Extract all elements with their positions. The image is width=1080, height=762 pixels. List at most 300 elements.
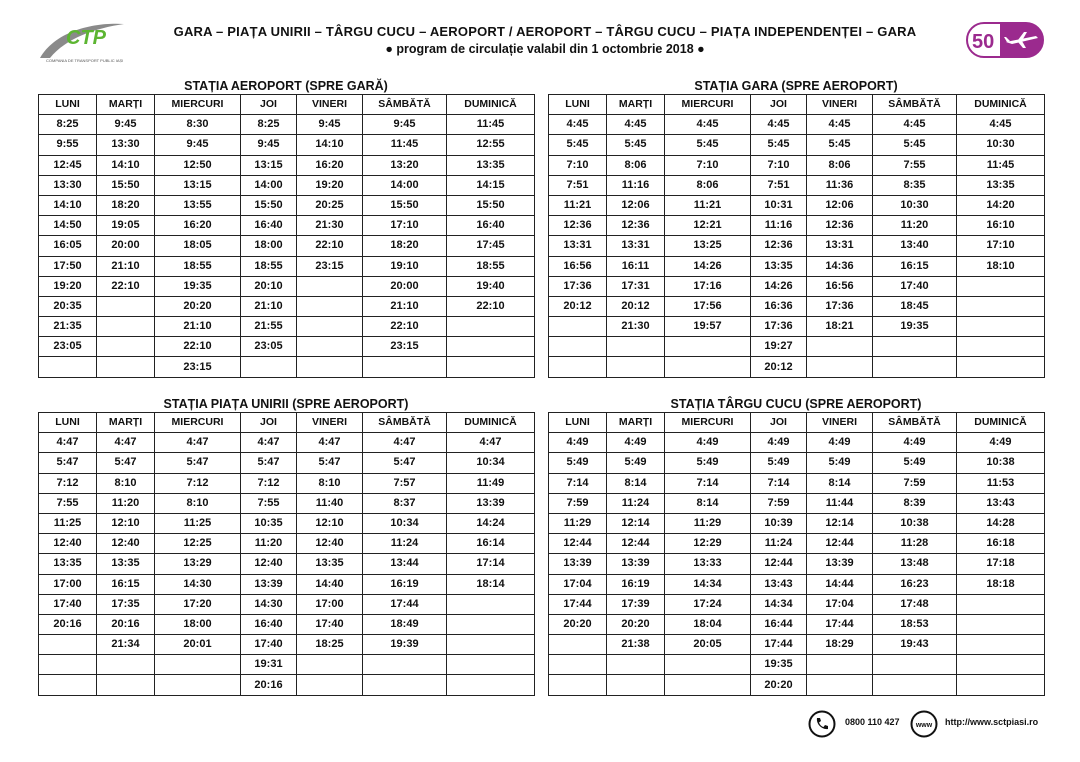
departure-time: 11:29 <box>665 513 751 533</box>
departure-time: 22:10 <box>363 317 447 337</box>
table-row <box>39 574 535 594</box>
departure-time: 18:10 <box>957 256 1045 276</box>
departure-time: 16:40 <box>241 216 297 236</box>
departure-time: 18:05 <box>155 236 241 256</box>
table-row <box>549 614 1045 634</box>
departure-time <box>873 337 957 357</box>
departure-time: 11:45 <box>957 155 1045 175</box>
departure-time: 13:55 <box>155 195 241 215</box>
departure-time: 19:35 <box>155 276 241 296</box>
departure-time <box>97 317 155 337</box>
departure-time: 19:40 <box>447 276 535 296</box>
departure-time <box>607 675 665 695</box>
departure-time <box>607 655 665 675</box>
departure-time: 7:51 <box>549 175 607 195</box>
departure-time: 11:49 <box>447 473 535 493</box>
day-header: SÂMBĂTĂ <box>873 413 957 433</box>
departure-time: 17:10 <box>957 236 1045 256</box>
departure-time: 10:34 <box>447 453 535 473</box>
departure-time: 13:30 <box>97 135 155 155</box>
departure-time: 20:20 <box>607 614 665 634</box>
departure-time: 14:00 <box>363 175 447 195</box>
departure-time: 4:45 <box>807 115 873 135</box>
section-title: STAȚIA PIAȚA UNIRII (SPRE AEROPORT) <box>163 397 409 411</box>
departure-time <box>665 675 751 695</box>
departure-time: 20:25 <box>297 195 363 215</box>
departure-time: 11:44 <box>807 493 873 513</box>
departure-time <box>447 614 535 634</box>
table-row <box>39 453 535 473</box>
table-row <box>549 635 1045 655</box>
departure-time: 17:50 <box>39 256 97 276</box>
departure-time: 18:29 <box>807 635 873 655</box>
departure-time: 20:35 <box>39 296 97 316</box>
departure-time: 5:47 <box>241 453 297 473</box>
departure-time: 14:15 <box>447 175 535 195</box>
departure-time: 12:36 <box>751 236 807 256</box>
departure-time: 20:16 <box>97 614 155 634</box>
departure-time <box>297 655 363 675</box>
departure-time: 9:55 <box>39 135 97 155</box>
departure-time <box>607 357 665 377</box>
departure-time: 17:40 <box>39 594 97 614</box>
departure-time: 10:31 <box>751 195 807 215</box>
departure-time: 13:43 <box>957 493 1045 513</box>
departure-time: 17:40 <box>241 635 297 655</box>
departure-time: 12:45 <box>39 155 97 175</box>
departure-time: 17:31 <box>607 276 665 296</box>
day-header: MIERCURI <box>665 95 751 115</box>
departure-time: 18:25 <box>297 635 363 655</box>
day-header: SÂMBĂTĂ <box>873 95 957 115</box>
departure-time: 13:40 <box>873 236 957 256</box>
departure-time: 16:36 <box>751 296 807 316</box>
departure-time: 20:16 <box>241 675 297 695</box>
departure-time <box>39 655 97 675</box>
departure-time: 18:21 <box>807 317 873 337</box>
departure-time: 21:10 <box>97 256 155 276</box>
departure-time: 11:21 <box>549 195 607 215</box>
www-icon <box>910 710 938 738</box>
departure-time: 5:49 <box>607 453 665 473</box>
departure-time: 11:36 <box>807 175 873 195</box>
departure-time: 12:10 <box>97 513 155 533</box>
departure-time: 19:05 <box>97 216 155 236</box>
departure-time: 16:10 <box>957 216 1045 236</box>
departure-time: 20:12 <box>549 296 607 316</box>
departure-time <box>447 594 535 614</box>
departure-time <box>957 655 1045 675</box>
day-header: VINERI <box>297 95 363 115</box>
table-row <box>549 574 1045 594</box>
departure-time: 4:49 <box>957 433 1045 453</box>
departure-time: 11:20 <box>873 216 957 236</box>
departure-time: 23:05 <box>39 337 97 357</box>
departure-time: 9:45 <box>241 135 297 155</box>
phone-number[interactable]: 0800 110 427 <box>845 717 900 727</box>
departure-time: 11:24 <box>751 534 807 554</box>
departure-time: 13:35 <box>97 554 155 574</box>
departure-time: 19:27 <box>751 337 807 357</box>
departure-time: 13:35 <box>957 175 1045 195</box>
departure-time: 5:47 <box>39 453 97 473</box>
departure-time: 12:40 <box>39 534 97 554</box>
day-header: JOI <box>241 95 297 115</box>
departure-time: 17:44 <box>807 614 873 634</box>
departure-time: 12:36 <box>607 216 665 236</box>
departure-time <box>241 357 297 377</box>
departure-time <box>447 675 535 695</box>
departure-time: 7:59 <box>751 493 807 513</box>
departure-time: 7:10 <box>751 155 807 175</box>
departure-time: 15:50 <box>363 195 447 215</box>
departure-time: 13:33 <box>665 554 751 574</box>
departure-time: 14:28 <box>957 513 1045 533</box>
departure-time: 21:30 <box>607 317 665 337</box>
table-row <box>549 337 1045 357</box>
table-row <box>39 675 535 695</box>
departure-time: 17:48 <box>873 594 957 614</box>
departure-time: 13:25 <box>665 236 751 256</box>
departure-time: 10:30 <box>957 135 1045 155</box>
departure-time: 7:59 <box>873 473 957 493</box>
departure-time: 13:35 <box>39 554 97 574</box>
departure-time: 7:14 <box>751 473 807 493</box>
departure-time: 20:20 <box>155 296 241 316</box>
departure-time: 20:20 <box>751 675 807 695</box>
departure-time <box>97 675 155 695</box>
departure-time: 4:49 <box>873 433 957 453</box>
departure-time <box>447 635 535 655</box>
departure-time <box>807 357 873 377</box>
validity-subtitle: ● program de circulație valabil din 1 octombrie 2018 ● <box>385 42 705 56</box>
departure-time: 18:55 <box>155 256 241 276</box>
departure-time: 23:15 <box>363 337 447 357</box>
departure-time: 22:10 <box>297 236 363 256</box>
departure-time: 4:47 <box>97 433 155 453</box>
departure-time: 13:35 <box>751 256 807 276</box>
departure-time: 5:49 <box>665 453 751 473</box>
departure-time: 16:14 <box>447 534 535 554</box>
table-row <box>549 115 1045 135</box>
departure-time: 22:10 <box>447 296 535 316</box>
website-link[interactable]: http://www.sctpiasi.ro <box>945 717 1039 727</box>
departure-time: 7:14 <box>665 473 751 493</box>
departure-time <box>97 655 155 675</box>
departure-time: 17:00 <box>297 594 363 614</box>
departure-time: 13:44 <box>363 554 447 574</box>
departure-time <box>297 317 363 337</box>
departure-time: 12:50 <box>155 155 241 175</box>
departure-time: 20:20 <box>549 614 607 634</box>
departure-time: 14:20 <box>957 195 1045 215</box>
departure-time <box>807 337 873 357</box>
departure-time: 21:10 <box>241 296 297 316</box>
departure-time: 18:04 <box>665 614 751 634</box>
departure-time <box>957 276 1045 296</box>
phone-icon <box>808 710 836 738</box>
departure-time: 7:12 <box>241 473 297 493</box>
departure-time: 12:36 <box>549 216 607 236</box>
departure-time: 17:00 <box>39 574 97 594</box>
departure-time <box>39 357 97 377</box>
day-header: JOI <box>751 95 807 115</box>
departure-time: 20:16 <box>39 614 97 634</box>
timetable-piata-unirii <box>38 412 535 696</box>
departure-time: 17:36 <box>751 317 807 337</box>
departure-time: 17:36 <box>807 296 873 316</box>
route-title: GARA – PIAȚA UNIRII – TÂRGU CUCU – AEROPORT / AEROPORT – TÂRGU CUCU – PIAȚA INDEPENDENȚEI – GARA <box>173 24 917 39</box>
departure-time <box>549 337 607 357</box>
departure-time <box>873 675 957 695</box>
departure-time: 4:47 <box>363 433 447 453</box>
departure-time: 17:24 <box>665 594 751 614</box>
day-header: VINERI <box>807 95 873 115</box>
departure-time: 14:44 <box>807 574 873 594</box>
departure-time: 16:11 <box>607 256 665 276</box>
table-row <box>549 216 1045 236</box>
departure-time <box>155 675 241 695</box>
departure-time: 10:35 <box>241 513 297 533</box>
day-header: LUNI <box>549 95 607 115</box>
departure-time: 7:55 <box>39 493 97 513</box>
departure-time <box>97 357 155 377</box>
departure-time: 10:38 <box>957 453 1045 473</box>
departure-time <box>447 655 535 675</box>
departure-time: 5:45 <box>607 135 665 155</box>
table-row <box>549 256 1045 276</box>
departure-time: 4:47 <box>39 433 97 453</box>
departure-time <box>549 635 607 655</box>
timetable-targu-cucu <box>548 412 1045 696</box>
table-row <box>549 276 1045 296</box>
departure-time: 21:10 <box>155 317 241 337</box>
departure-time: 17:04 <box>807 594 873 614</box>
departure-time: 21:34 <box>97 635 155 655</box>
departure-time <box>39 675 97 695</box>
departure-time: 13:35 <box>447 155 535 175</box>
table-row <box>549 135 1045 155</box>
departure-time: 7:57 <box>363 473 447 493</box>
departure-time: 8:25 <box>241 115 297 135</box>
departure-time: 8:10 <box>155 493 241 513</box>
departure-time: 14:50 <box>39 216 97 236</box>
departure-time: 13:43 <box>751 574 807 594</box>
departure-time <box>363 655 447 675</box>
departure-time: 8:06 <box>607 155 665 175</box>
departure-time: 8:06 <box>665 175 751 195</box>
departure-time: 11:29 <box>549 513 607 533</box>
departure-time: 19:31 <box>241 655 297 675</box>
departure-time: 4:47 <box>241 433 297 453</box>
departure-time: 13:30 <box>39 175 97 195</box>
departure-time: 21:30 <box>297 216 363 236</box>
departure-time: 22:10 <box>155 337 241 357</box>
day-header: MARȚI <box>97 413 155 433</box>
day-header: SÂMBĂTĂ <box>363 413 447 433</box>
table-row <box>39 337 535 357</box>
departure-time <box>957 357 1045 377</box>
departure-time: 19:35 <box>751 655 807 675</box>
departure-time <box>297 675 363 695</box>
departure-time: 12:40 <box>97 534 155 554</box>
departure-time: 5:47 <box>97 453 155 473</box>
departure-time: 18:45 <box>873 296 957 316</box>
departure-time: 12:40 <box>297 534 363 554</box>
departure-time: 12:06 <box>807 195 873 215</box>
table-row <box>39 554 535 574</box>
departure-time: 9:45 <box>97 115 155 135</box>
departure-time: 20:00 <box>363 276 447 296</box>
departure-time: 14:34 <box>751 594 807 614</box>
departure-time: 13:20 <box>363 155 447 175</box>
departure-time: 17:56 <box>665 296 751 316</box>
table-row <box>39 195 535 215</box>
departure-time: 5:47 <box>155 453 241 473</box>
departure-time: 7:10 <box>665 155 751 175</box>
departure-time: 17:44 <box>751 635 807 655</box>
departure-time: 7:12 <box>155 473 241 493</box>
departure-time: 13:39 <box>549 554 607 574</box>
departure-time: 17:44 <box>363 594 447 614</box>
departure-time: 11:25 <box>39 513 97 533</box>
departure-time: 8:30 <box>155 115 241 135</box>
departure-time: 4:45 <box>957 115 1045 135</box>
departure-time: 14:30 <box>241 594 297 614</box>
departure-time: 14:10 <box>39 195 97 215</box>
departure-time: 13:31 <box>607 236 665 256</box>
table-row <box>549 357 1045 377</box>
departure-time <box>873 655 957 675</box>
departure-time: 18:18 <box>957 574 1045 594</box>
departure-time: 17:39 <box>607 594 665 614</box>
day-header: SÂMBĂTĂ <box>363 95 447 115</box>
section-title: STAȚIA GARA (SPRE AEROPORT) <box>694 79 898 93</box>
departure-time <box>155 655 241 675</box>
section-title: STAȚIA TÂRGU CUCU (SPRE AEROPORT) <box>670 397 922 411</box>
departure-time: 14:10 <box>297 135 363 155</box>
departure-time: 20:01 <box>155 635 241 655</box>
svg-text:COMPANIA DE TRANSPORT PUBLIC I: COMPANIA DE TRANSPORT PUBLIC IAȘI <box>46 58 124 63</box>
departure-time: 19:10 <box>363 256 447 276</box>
table-row <box>39 357 535 377</box>
day-header: VINERI <box>807 413 873 433</box>
departure-time: 13:29 <box>155 554 241 574</box>
departure-time: 4:45 <box>665 115 751 135</box>
departure-time: 13:39 <box>447 493 535 513</box>
departure-time: 11:16 <box>751 216 807 236</box>
departure-time <box>363 357 447 377</box>
departure-time: 11:25 <box>155 513 241 533</box>
table-row <box>549 317 1045 337</box>
departure-time <box>297 357 363 377</box>
departure-time: 23:15 <box>297 256 363 276</box>
day-header: DUMINICĂ <box>447 413 535 433</box>
departure-time: 13:48 <box>873 554 957 574</box>
departure-time: 16:44 <box>751 614 807 634</box>
day-header: DUMINICĂ <box>957 95 1045 115</box>
table-row <box>549 473 1045 493</box>
departure-time: 17:14 <box>447 554 535 574</box>
departure-time: 16:56 <box>549 256 607 276</box>
departure-time: 4:49 <box>607 433 665 453</box>
table-row <box>549 534 1045 554</box>
departure-time: 14:26 <box>665 256 751 276</box>
departure-time: 11:16 <box>607 175 665 195</box>
departure-time <box>957 675 1045 695</box>
table-row <box>39 635 535 655</box>
header-row <box>39 95 535 115</box>
departure-time <box>957 614 1045 634</box>
departure-time: 14:26 <box>751 276 807 296</box>
table-row <box>39 155 535 175</box>
departure-time: 11:53 <box>957 473 1045 493</box>
departure-time: 5:47 <box>297 453 363 473</box>
table-row <box>549 554 1045 574</box>
departure-time <box>297 276 363 296</box>
departure-time: 17:20 <box>155 594 241 614</box>
departure-time <box>607 337 665 357</box>
table-row <box>39 655 535 675</box>
departure-time: 5:45 <box>665 135 751 155</box>
departure-time <box>957 337 1045 357</box>
header-row <box>549 95 1045 115</box>
departure-time: 19:43 <box>873 635 957 655</box>
departure-time: 18:49 <box>363 614 447 634</box>
svg-text:www: www <box>915 722 933 729</box>
departure-time: 19:57 <box>665 317 751 337</box>
departure-time: 12:21 <box>665 216 751 236</box>
departure-time <box>957 635 1045 655</box>
departure-time: 16:18 <box>957 534 1045 554</box>
departure-time: 4:49 <box>549 433 607 453</box>
departure-time: 16:05 <box>39 236 97 256</box>
departure-time: 7:55 <box>241 493 297 513</box>
departure-time: 14:34 <box>665 574 751 594</box>
departure-time <box>873 357 957 377</box>
departure-time: 18:53 <box>873 614 957 634</box>
departure-time: 16:15 <box>873 256 957 276</box>
departure-time: 18:55 <box>447 256 535 276</box>
departure-time: 9:45 <box>297 115 363 135</box>
departure-time: 10:30 <box>873 195 957 215</box>
departure-time: 13:39 <box>607 554 665 574</box>
departure-time: 23:15 <box>155 357 241 377</box>
departure-time: 8:25 <box>39 115 97 135</box>
departure-time: 20:12 <box>751 357 807 377</box>
day-header: LUNI <box>39 413 97 433</box>
departure-time: 14:40 <box>297 574 363 594</box>
departure-time <box>807 655 873 675</box>
departure-time: 13:39 <box>241 574 297 594</box>
day-header: MARȚI <box>607 413 665 433</box>
departure-time <box>549 675 607 695</box>
departure-time: 4:49 <box>807 433 873 453</box>
departure-time: 12:29 <box>665 534 751 554</box>
departure-time: 20:05 <box>665 635 751 655</box>
departure-time: 23:05 <box>241 337 297 357</box>
table-row <box>549 675 1045 695</box>
departure-time: 16:23 <box>873 574 957 594</box>
departure-time: 20:00 <box>97 236 155 256</box>
departure-time: 11:21 <box>665 195 751 215</box>
table-row <box>39 614 535 634</box>
table-row <box>39 534 535 554</box>
departure-time: 7:51 <box>751 175 807 195</box>
departure-time <box>549 357 607 377</box>
departure-time: 13:39 <box>807 554 873 574</box>
departure-time: 4:45 <box>607 115 665 135</box>
